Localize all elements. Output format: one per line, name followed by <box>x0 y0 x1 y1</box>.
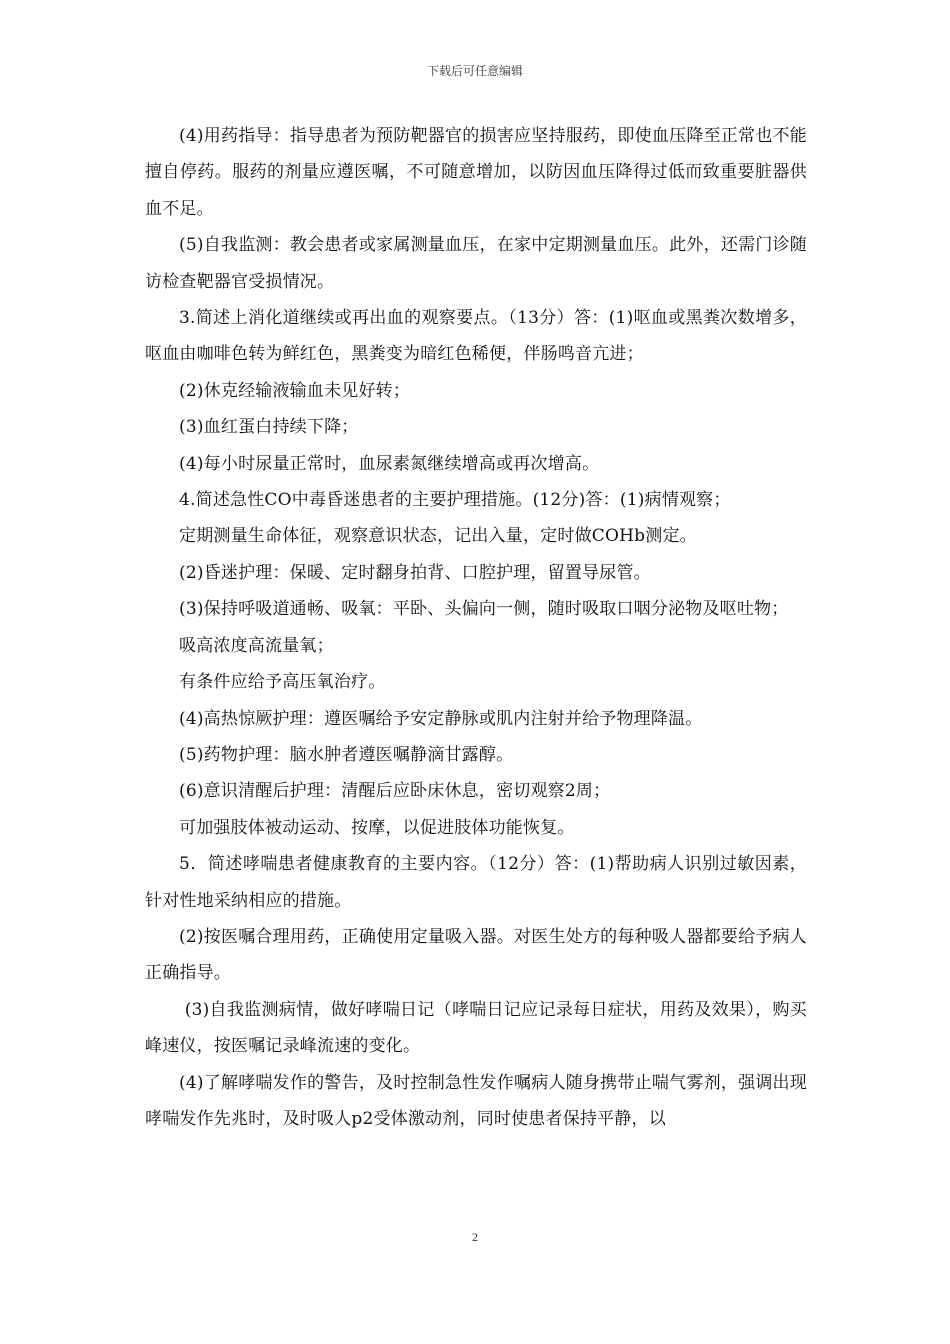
paragraph-q4-item-5: (5)药物护理：脑水肿者遵医嘱静滴甘露醇。 <box>179 744 514 765</box>
paragraph-q3-item-3: (3)血红蛋白持续下降； <box>179 417 359 438</box>
paragraph-q4-rehab: 可加强肢体被动运动、按摩，以促进肢体功能恢复。 <box>179 817 575 838</box>
paragraph-self-monitoring: (5)自我监测：教会患者或家属测量血压，在家中定期测量血压。此外，还需门诊随访检查靶器官受损情况。 <box>145 235 807 292</box>
paragraph-question-5: 5．简述哮喘患者健康教育的主要内容。（12分）答：(1)帮助病人识别过敏因素，针对性地采纳相应的措施。 <box>145 854 807 911</box>
paragraph-q5-item-4: (4)了解哮喘发作的警告，及时控制急性发作嘱病人随身携带止喘气雾剂，强调出现哮喘发作先兆时，及时吸人p2受体激动剂，同时使患者保持平静，以 <box>145 1072 807 1129</box>
paragraph-q4-oxygen: 吸高浓度高流量氧； <box>179 635 334 656</box>
paragraph-q4-observation: 定期测量生命体征，观察意识状态，记出入量，定时做COHb测定。 <box>179 526 697 547</box>
page-number: 2 <box>472 1230 478 1244</box>
paragraph-q5-item-3: (3)自我监测病情，做好哮喘日记（哮喘日记应记录每日症状，用药及效果），购买峰速仪，按医嘱记录峰流速的变化。 <box>145 999 807 1057</box>
paragraph-question-3: 3.简述上消化道继续或再出血的观察要点。（13分）答：(1)呕血或黑粪次数增多，呕血由咖啡色转为鲜红色，黑粪变为暗红色稀便，伴肠鸣音亢进； <box>145 308 807 365</box>
paragraph-q3-item-2: (2)休克经输液输血未见好转； <box>179 380 411 401</box>
paragraph-q4-hyperbaric: 有条件应给予高压氧治疗。 <box>179 672 386 693</box>
paragraph-q3-item-4: (4)每小时尿量正常时，血尿素氮继续增高或再次增高。 <box>179 453 600 474</box>
paragraph-question-4: 4.简述急性CO中毒昏迷患者的主要护理措施。(12分)答：(1)病情观察； <box>179 490 731 511</box>
paragraph-q4-item-2: (2)昏迷护理：保暖、定时翻身拍背、口腔护理，留置导尿管。 <box>179 562 651 583</box>
paragraph-q4-item-6: (6)意识清醒后护理：清醒后应卧床休息，密切观察2周； <box>179 781 611 802</box>
paragraph-q5-item-2: (2)按医嘱合理用药，正确使用定量吸入器。对医生处方的每种吸人器都要给予病人正确指导。 <box>145 926 807 984</box>
paragraph-q4-item-4: (4)高热惊厥护理：遵医嘱给予安定静脉或肌内注射并给予物理降温。 <box>179 708 703 729</box>
paragraph-medication-guidance: (4)用药指导：指导患者为预防靶器官的损害应坚持服药，即使血压降至正常也不能擅自停药。服药的剂量应遵医嘱，不可随意增加，以防因血压降得过低而致重要脏器供血不足。 <box>145 126 807 219</box>
page-header: 下载后可任意编辑 <box>426 64 523 78</box>
paragraph-q4-item-3: (3)保持呼吸道通畅、吸氧：平卧、头偏向一侧，随时吸取口咽分泌物及呕吐物； <box>179 599 789 620</box>
document-body <box>145 118 807 1137</box>
